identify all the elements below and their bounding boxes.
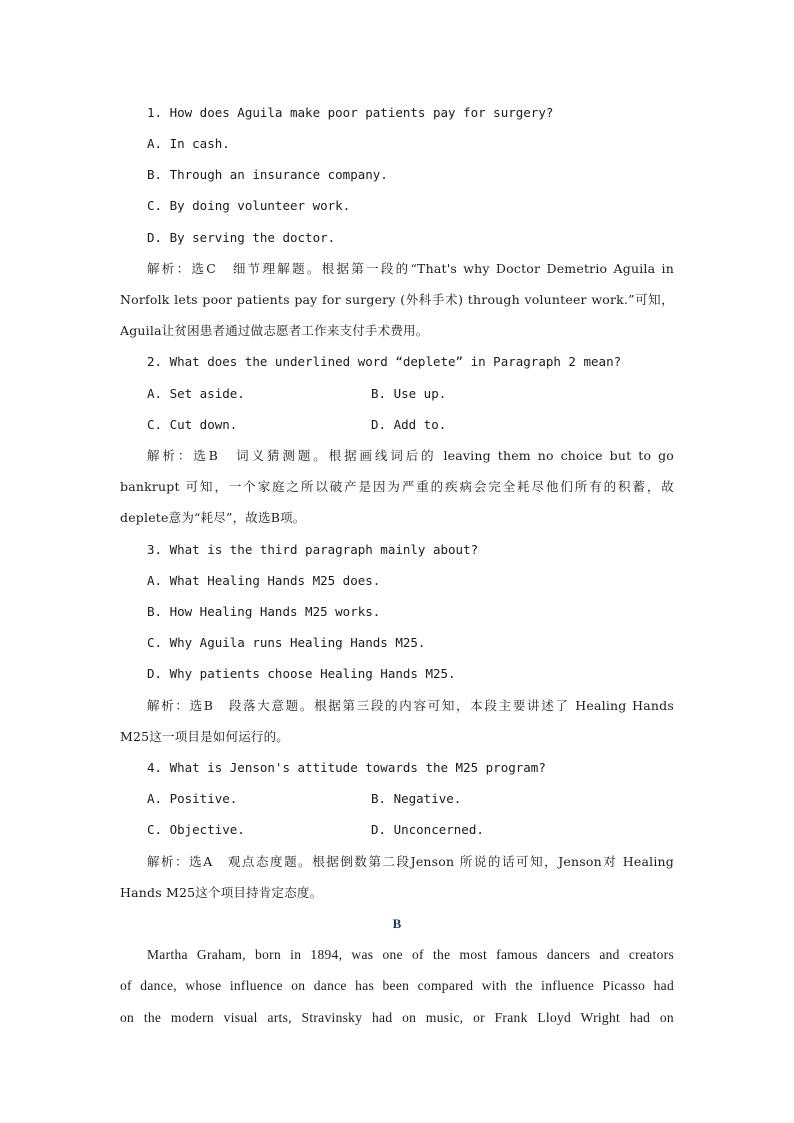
- question-2-option-d: D. Add to.: [371, 417, 447, 432]
- question-4-analysis-line-2: Hands M25这个项目持肯定态度。: [120, 885, 323, 900]
- question-2-option-b: B. Use up.: [371, 386, 447, 401]
- question-4-analysis-line-1: 解析：选A 观点态度题。根据倒数第二段Jenson 所说的话可知，Jenson对 Healing: [147, 854, 674, 869]
- section-heading: B: [392, 916, 402, 931]
- question-1-option-b: B. Through an insurance company.: [147, 167, 388, 182]
- question-1-analysis-line-3: Aguila让贫困患者通过做志愿者工作来支付手术费用。: [120, 323, 429, 338]
- question-3-option-d: D. Why patients choose Healing Hands M25.: [147, 666, 456, 681]
- question-2-stem: 2. What does the underlined word “deplete” in Paragraph 2 mean?: [147, 354, 622, 369]
- question-4-stem: 4. What is Jenson's attitude towards the M25 program?: [147, 760, 546, 775]
- passage-line-3: on the modern visual arts, Stravinsky had on music, or Frank Lloyd Wright had on: [120, 1010, 674, 1025]
- question-3-stem: 3. What is the third paragraph mainly about?: [147, 542, 479, 557]
- question-1-option-c: C. By doing volunteer work.: [147, 198, 351, 213]
- question-1-analysis-line-2: Norfolk lets poor patients pay for surgery (外科手术) through volunteer work.”可知，: [120, 292, 674, 307]
- question-1-analysis-line-1: 解析：选C 细节理解题。根据第一段的“That's why Doctor Demetrio Aguila in: [147, 261, 674, 276]
- question-1-stem: 1. How does Aguila make poor patients pay for surgery?: [147, 105, 554, 120]
- question-4-option-b: B. Negative.: [371, 791, 462, 806]
- question-2-analysis-line-1: 解析：选B 词义猜测题。根据画线词后的 leaving them no choice but to go: [147, 448, 674, 463]
- question-2-option-a: A. Set aside.: [147, 386, 245, 401]
- question-3-option-b: B. How Healing Hands M25 works.: [147, 604, 381, 619]
- question-4-option-a: A. Positive.: [147, 791, 238, 806]
- passage-line-2: of dance, whose influence on dance has been compared with the influence Picasso had: [120, 978, 674, 993]
- question-2-analysis-line-3: deplete意为“耗尽”，故选B项。: [120, 510, 306, 525]
- passage-line-1: Martha Graham, born in 1894, was one of the most famous dancers and creators: [147, 947, 674, 962]
- question-3-option-c: C. Why Aguila runs Healing Hands M25.: [147, 635, 426, 650]
- question-2-option-c: C. Cut down.: [147, 417, 238, 432]
- question-1-option-d: D. By serving the doctor.: [147, 230, 336, 245]
- question-4-option-d: D. Unconcerned.: [371, 822, 484, 837]
- question-3-option-a: A. What Healing Hands M25 does.: [147, 573, 381, 588]
- question-3-analysis-line-2: M25这一项目是如何运行的。: [120, 729, 290, 744]
- question-1-option-a: A. In cash.: [147, 136, 230, 151]
- question-2-analysis-line-2: bankrupt 可知，一个家庭之所以破产是因为严重的疾病会完全耗尽他们所有的积蓄，故: [120, 479, 674, 494]
- question-4-option-c: C. Objective.: [147, 822, 245, 837]
- question-3-analysis-line-1: 解析：选B 段落大意题。根据第三段的内容可知，本段主要讲述了 Healing Hands: [147, 698, 674, 713]
